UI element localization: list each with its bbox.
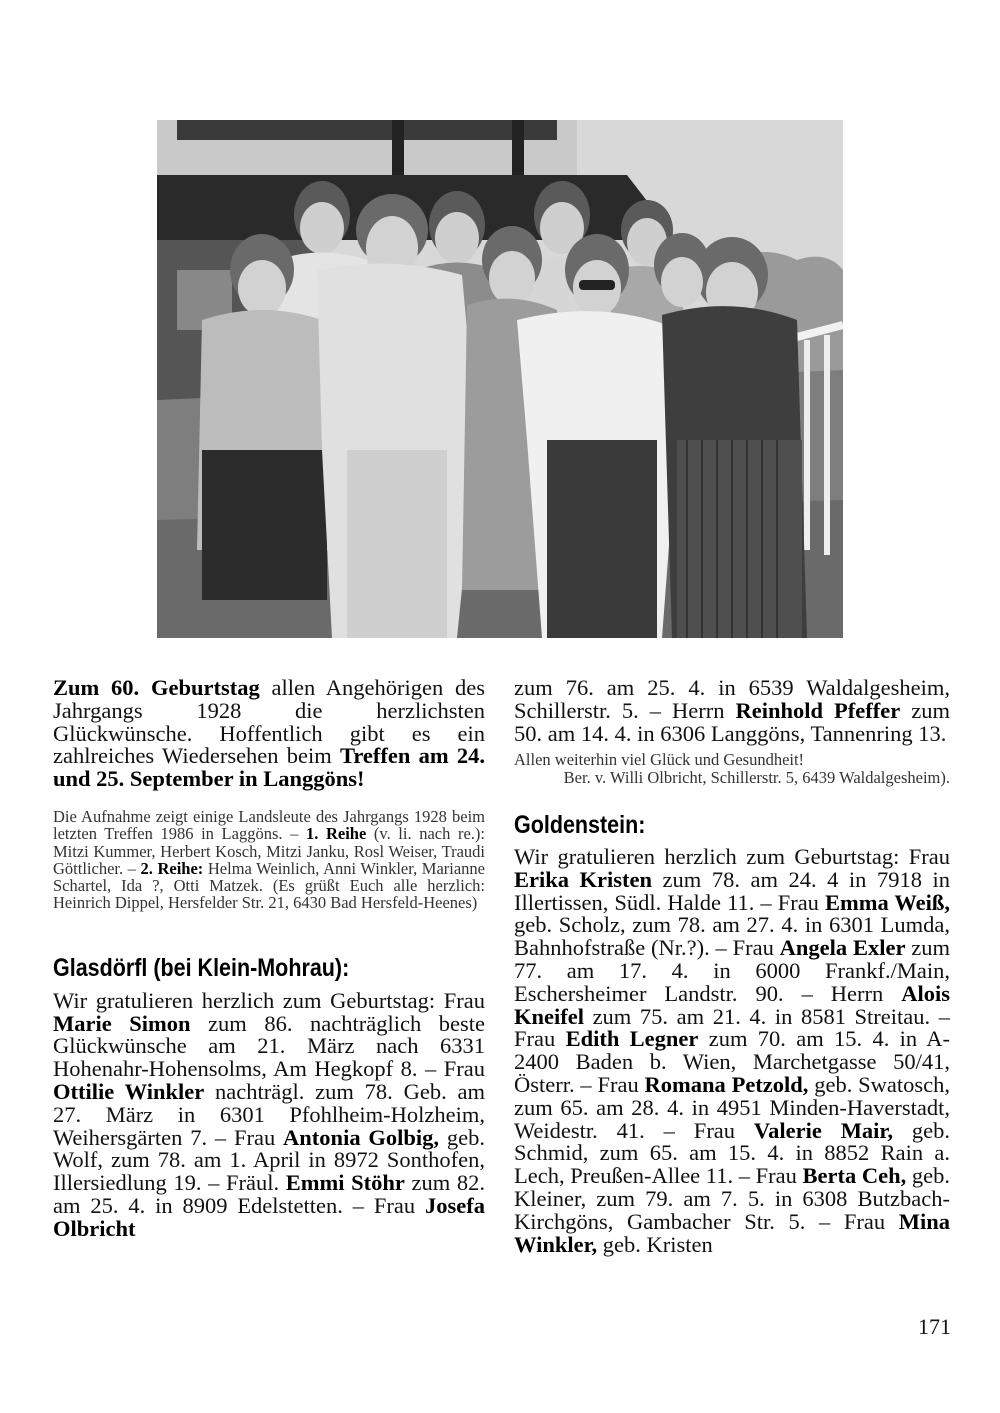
caption-row1-names: (v. li. nach re.): Mitzi Kummer, Herbert Kosch, Mitzi Janku, Rosl Weiser, Traudi Göttlicher. –: [53, 824, 485, 878]
section-heading-goldenstein: Goldenstein:: [514, 810, 646, 839]
caption-row1-label: 1. Reihe: [305, 824, 367, 844]
glasdorfl-paragraph: [53, 987, 485, 1241]
goldenstein-text: geb. Scholz, zum 78. am 27. 4. in 6301 Lumda, Bahnhofstraße (Nr.?). – Frau: [514, 912, 950, 961]
person-name: Emma Weiß,: [824, 889, 950, 915]
caption-row2-label: 2. Reihe:: [140, 858, 204, 878]
person-name: Angela Exler: [779, 935, 906, 961]
goldenstein-text: zum 70. am 15. 4. in A-2400 Baden b. Wien, Marchetgasse 50/41, Österr. – Frau: [514, 1026, 950, 1097]
person-name: Berta Ceh,: [802, 1163, 907, 1189]
goldenstein-text: zum 77. am 17. 4. in 6000 Frankf./Main, Eschersheimer Landstr. 90. – Herrn: [514, 935, 950, 1006]
continued-text: zum 50. am 14. 4. in 6306 Langgöns, Tannenring 13.: [514, 697, 950, 746]
caption-text: Die Aufnahme zeigt einige Landsleute des Jahrgangs 1928 beim letzten Treffen 1986 in Laggöns. –: [53, 806, 485, 844]
person-name: Emmi Stöhr: [285, 1170, 405, 1196]
intro-bold-event: Treffen am 24. und 25. September in Langgöns!: [53, 743, 485, 792]
continued-text: zum 76. am 25. 4. in 6539 Waldalgesheim, Schillerstr. 5. – Herrn: [514, 675, 950, 723]
intro-bold: Zum 60. Geburtstag: [53, 675, 260, 700]
glasdorfl-text: geb. Wolf, zum 78. am 1. April in 8972 Sonthofen, Illersiedlung 19. – Fräul.: [53, 1124, 485, 1196]
intro-text: allen Angehörigen des Jahrgangs 1928 die herzlichsten Glückwünsche. Hoffentlich gibt es ein zahlreiches Wiedersehen beim: [53, 675, 485, 769]
person-name: Ottilie Winkler: [53, 1078, 205, 1104]
group-photo: [157, 120, 843, 638]
closing-wish: Allen weiterhin viel Glück und Gesundheit!: [514, 750, 805, 770]
glasdorfl-text: zum 86. nachträglich beste Glückwünsche am 21. März nach 6331 Hohenahr-Hohensolms, Am Hegkopf 8. – Frau: [53, 1010, 485, 1082]
section-heading-glasdorfl: Glasdörfl (bei Klein-Mohrau):: [53, 953, 350, 982]
person-name: Marie Simon: [53, 1010, 191, 1036]
left-column: [53, 677, 485, 1241]
person-name: Alois Kneifel: [514, 980, 950, 1029]
goldenstein-text: Wir gratulieren herzlich zum Geburtstag: Frau: [514, 843, 950, 869]
person-name: Josefa Olbricht: [53, 1192, 485, 1241]
glasdorfl-text: zum 82. am 25. 4. in 8909 Edelstetten. – Frau: [53, 1170, 485, 1218]
intro-paragraph: [53, 677, 485, 791]
goldenstein-text: zum 78. am 24. 4 in 7918 in Illertissen, Südl. Halde 11. – Frau: [514, 866, 950, 915]
continued-paragraph: [514, 677, 950, 745]
glasdorfl-text: Wir gratulieren herzlich zum Geburtstag: Frau: [53, 987, 485, 1013]
person-name: Antonia Golbig,: [283, 1124, 440, 1150]
goldenstein-text: geb. Swatosch, zum 65. am 28. 4. in 4951 Minden-Haverstadt, Weidestr. 41. – Frau: [514, 1071, 951, 1143]
glasdorfl-text: nachträgl. zum 78. Geb. am 27. März in 6301 Pfohlheim-Holzheim, Weihersgärten 7. – Frau: [53, 1078, 485, 1150]
goldenstein-text: geb. Kleiner, zum 79. am 7. 5. in 6308 Butzbach-Kirchgöns, Gambacher Str. 5. – Frau: [514, 1163, 950, 1234]
right-column: [514, 677, 950, 1256]
goldenstein-paragraph: [514, 843, 951, 1257]
person-name: Erika Kristen: [514, 866, 653, 892]
person-name: Valerie Mair,: [753, 1117, 893, 1143]
goldenstein-text: geb. Schmid, zum 65. am 15. 4. in 8852 Rain a. Lech, Preußen-Allee 11. – Frau: [514, 1117, 950, 1189]
person-name: Romana Petzold,: [644, 1071, 809, 1097]
goldenstein-text: geb. Kristen: [597, 1231, 713, 1257]
goldenstein-text: zum 75. am 21. 4. in 8581 Streitau. – Frau: [514, 1003, 950, 1052]
person-name: Mina Winkler,: [514, 1208, 950, 1257]
photo-caption: [53, 808, 485, 912]
person-name: Edith Legner: [565, 1026, 699, 1052]
report-author: Ber. v. Willi Olbricht, Schillerstr. 5, 6439 Waldalgesheim).: [563, 767, 950, 787]
person-name: Reinhold Pfeffer: [735, 697, 901, 723]
group-photo-icon: [157, 120, 843, 638]
page-number: 171: [918, 1314, 951, 1339]
caption-row2-names: Helma Weinlich, Anni Winkler, Marianne Schartel, Ida ?, Otti Matzek. (Es grüßt Euch alle herzlich: Heinrich Dippel, Hersfelder Str. 21, 6430 Bad Hersfeld-Heenes): [53, 858, 486, 913]
